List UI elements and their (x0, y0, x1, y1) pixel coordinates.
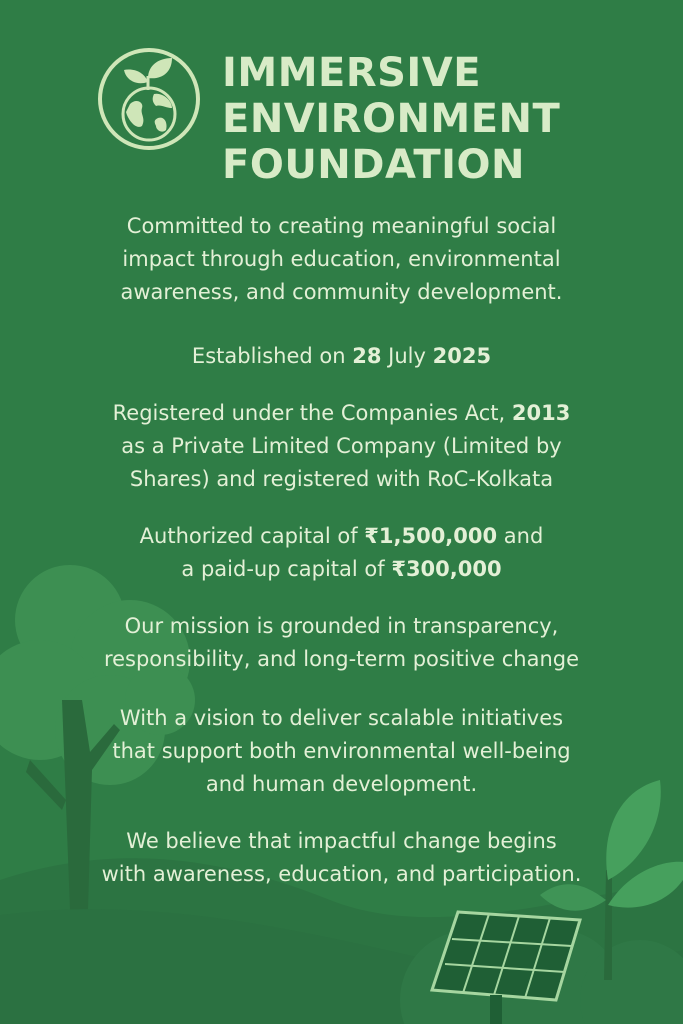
text-line: awareness, and community development. (120, 280, 563, 304)
registration-year: 2013 (511, 401, 571, 425)
text-line: impact through education, environmental (122, 247, 561, 271)
organization-name (222, 50, 560, 188)
text-line: Shares) and registered with RoC-Kolkata (129, 467, 554, 491)
organization-name-line: IMMERSIVE (222, 50, 482, 96)
text-line (40, 553, 643, 586)
established-year: 2025 (432, 344, 492, 368)
header (96, 46, 616, 196)
text-line: With a vision to deliver scalable initiatives (119, 706, 564, 730)
text-line (40, 520, 643, 553)
content (40, 210, 643, 891)
registration-paragraph (40, 397, 643, 496)
registration-prefix: Registered under the Companies Act, (112, 401, 512, 425)
organization-name-line: FOUNDATION (222, 142, 525, 188)
established-day: 28 (352, 344, 382, 368)
text-line: Our mission is grounded in transparency, (124, 614, 559, 638)
text-line: We believe that impactful change begins (126, 829, 557, 853)
established-paragraph (40, 340, 643, 373)
paidup-capital-value: ₹300,000 (391, 557, 502, 581)
text-line: that support both environmental well-being (112, 739, 571, 763)
paidup-prefix: a paid-up capital of (181, 557, 392, 581)
authorized-prefix: Authorized capital of (139, 524, 365, 548)
established-prefix: Established on (191, 344, 353, 368)
text-line: as a Private Limited Company (Limited by (121, 434, 562, 458)
text-line: and human development. (205, 772, 478, 796)
organization-name-line: ENVIRONMENT (222, 96, 561, 142)
text-line: with awareness, education, and participation. (101, 862, 582, 886)
vision-paragraph (40, 702, 643, 801)
text-line: Committed to creating meaningful social (126, 214, 557, 238)
globe-sprout-logo-icon (96, 46, 202, 152)
capital-paragraph (40, 520, 643, 586)
established-month: July (381, 344, 433, 368)
belief-paragraph (40, 825, 643, 891)
text-line (40, 397, 643, 430)
authorized-capital-value: ₹1,500,000 (364, 524, 498, 548)
authorized-suffix: and (497, 524, 544, 548)
text-line: responsibility, and long-term positive change (103, 647, 580, 671)
mission-paragraph (40, 610, 643, 676)
intro-paragraph (40, 210, 643, 309)
